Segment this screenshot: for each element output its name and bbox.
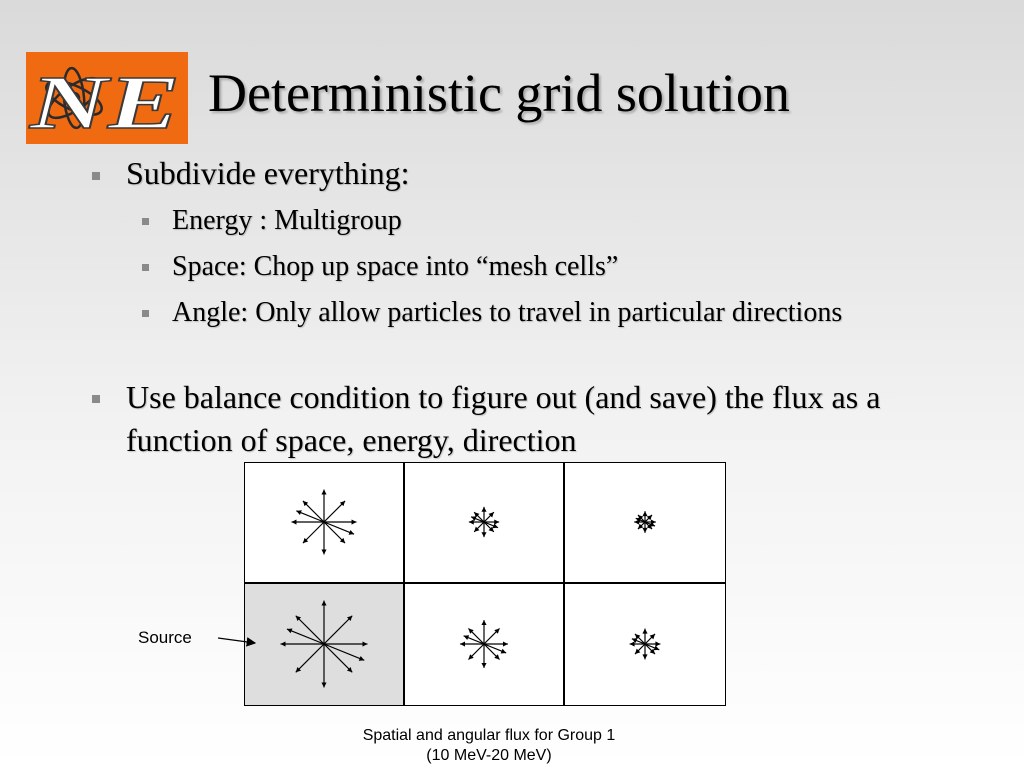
arrowhead <box>281 641 286 646</box>
arrowhead <box>321 601 326 606</box>
arrowhead <box>494 519 499 524</box>
angular-flux-arrows <box>634 511 656 533</box>
flux-direction-arrow <box>324 644 364 660</box>
mesh-cell <box>564 462 726 583</box>
bullet-balance: Use balance condition to figure out (and save) the flux as a function of space, energy, direction <box>126 379 881 458</box>
bullet-marker <box>142 218 149 225</box>
arrowhead <box>642 511 647 516</box>
arrowhead <box>642 629 647 634</box>
arrowhead <box>655 641 660 646</box>
flux-direction-arrow <box>296 644 324 672</box>
logo-lettering: NE <box>28 61 180 144</box>
arrowhead <box>321 490 326 495</box>
flux-grid-diagram <box>244 462 726 706</box>
source-mesh-cell <box>244 583 404 706</box>
source-label: Source <box>138 628 192 647</box>
arrowhead <box>481 507 486 512</box>
arrowhead <box>292 519 297 524</box>
arrowhead <box>642 528 647 533</box>
arrowhead <box>503 641 508 646</box>
arrowhead <box>481 663 486 668</box>
arrowhead <box>352 519 357 524</box>
flux-direction-arrow <box>287 629 324 644</box>
arrowhead <box>321 550 326 555</box>
arrowhead <box>481 620 486 625</box>
angular-flux-arrows <box>630 629 661 660</box>
angular-flux-arrows <box>469 507 499 537</box>
flux-direction-arrow <box>324 616 352 644</box>
mesh-cell <box>404 462 564 583</box>
source-pointer-arrow <box>215 630 265 650</box>
angular-flux-arrows <box>292 490 357 555</box>
angular-flux-arrows <box>460 620 508 668</box>
bullet-space: Space: Chop up space into “mesh cells” <box>172 251 619 282</box>
caption-line-2: (10 MeV-20 MeV) <box>426 747 552 764</box>
bullet-energy: Energy : Multigroup <box>172 205 402 236</box>
arrowhead <box>363 641 368 646</box>
arrowhead <box>481 532 486 537</box>
mesh-cell <box>244 462 404 583</box>
flux-direction-arrow <box>324 644 352 672</box>
bullet-angle: Angle: Only allow particles to travel in particular directions <box>172 297 843 328</box>
arrowhead <box>321 683 326 688</box>
slide-title: Deterministic grid solution <box>208 63 790 123</box>
bullet-subdivide: Subdivide everything: <box>126 155 410 191</box>
angular-flux-arrows <box>281 601 368 688</box>
bullet-marker <box>142 310 149 317</box>
arrowhead <box>642 654 647 659</box>
mesh-cell <box>404 583 564 706</box>
bullet-marker <box>142 264 149 271</box>
caption-line-1: Spatial and angular flux for Group 1 <box>362 727 616 744</box>
bullet-marker <box>92 172 100 180</box>
arrowhead <box>469 519 474 524</box>
nuclear-engineering-logo <box>26 52 188 144</box>
arrowhead <box>630 641 635 646</box>
mesh-cell <box>564 583 726 706</box>
flux-direction-arrow <box>296 616 324 644</box>
arrowhead <box>460 641 465 646</box>
bullet-marker <box>92 395 100 403</box>
diagram-caption <box>300 726 678 766</box>
